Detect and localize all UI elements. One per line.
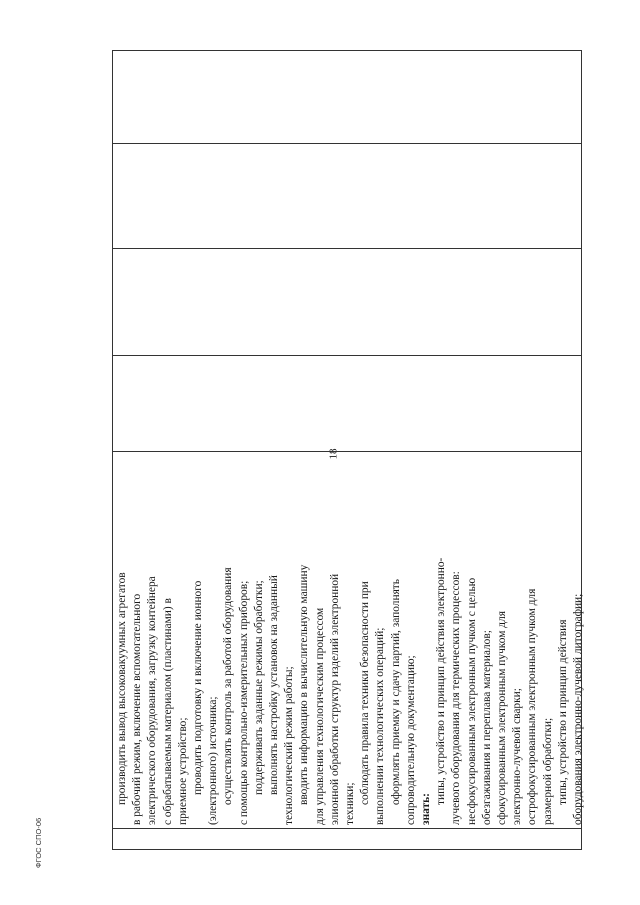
footer xyxy=(30,788,50,868)
text-line: в рабочий режим, включение вспомогательного xyxy=(131,593,144,825)
text-line: лучевого оборудования для термических процессов: xyxy=(450,571,463,825)
text-line: проводить подготовку и включение ионного xyxy=(192,580,205,795)
text-line: техники; xyxy=(344,782,357,825)
text-line: выполнении технологических операций; xyxy=(374,627,387,825)
footer-label: ФГОС СПО-06 xyxy=(34,817,43,868)
text-line: поддерживать заданные режимы обработки; xyxy=(252,580,265,795)
text-line: с помощью контрольно-измерительных приборов; xyxy=(237,580,250,825)
text-line: несфокусированным электронным пучком с целью xyxy=(465,577,478,825)
text-line: сфокусированным электронным пучком для xyxy=(496,610,509,825)
table xyxy=(112,50,585,850)
text-line: оформлять приемку и сдачу партий, заполнять xyxy=(389,579,402,805)
text-line: обезгаживания и переплава материалов; xyxy=(480,630,493,825)
text-line: вводить информацию в вычислительную машину xyxy=(298,564,311,805)
text-line: выполнять настройку установок на заданный xyxy=(268,575,281,795)
page-number: 18 xyxy=(327,448,340,460)
text-line: приемное устройство; xyxy=(176,717,189,825)
text-line: (электронного) источника; xyxy=(207,696,220,825)
text-line: осуществлять контроль за работой оборудования xyxy=(222,567,235,805)
text-line: сопроводительную документацию; xyxy=(404,655,417,825)
text-line: производить вывод высоковакуумных агрегатов xyxy=(116,572,128,805)
text-line: электронно-лучевой сварки; xyxy=(511,688,524,825)
column-divider xyxy=(113,451,581,452)
text-line: технологический режим работы; xyxy=(283,666,296,825)
column-divider xyxy=(113,355,581,356)
rotated-landscape-page xyxy=(112,50,585,850)
text-line: размерной обработки; xyxy=(541,717,554,825)
text-line: типы, устройство и принцип действия xyxy=(556,619,569,805)
text-line: электрического оборудования, загрузку контейнера xyxy=(146,576,159,825)
text-line: острофокусированным электронным пучком для xyxy=(526,588,539,825)
text-line: оборудования электронно-лучевой литографии; xyxy=(572,593,585,825)
column-divider xyxy=(113,828,581,829)
text-line: знать: xyxy=(420,793,433,825)
text-line: соблюдать правила техники безопасности при xyxy=(359,581,372,805)
text-line: с обрабатываемым материалом (пластинами) в xyxy=(161,598,174,825)
text-line: типы, устройство и принцип действия электронно- xyxy=(435,557,448,805)
column-divider xyxy=(113,248,581,249)
competency-text-cell xyxy=(115,455,586,825)
column-divider xyxy=(113,143,581,144)
text-line: для управления технологическим процессом xyxy=(313,607,326,825)
text-line: элионной обработки структур изделий электронной xyxy=(328,573,341,825)
